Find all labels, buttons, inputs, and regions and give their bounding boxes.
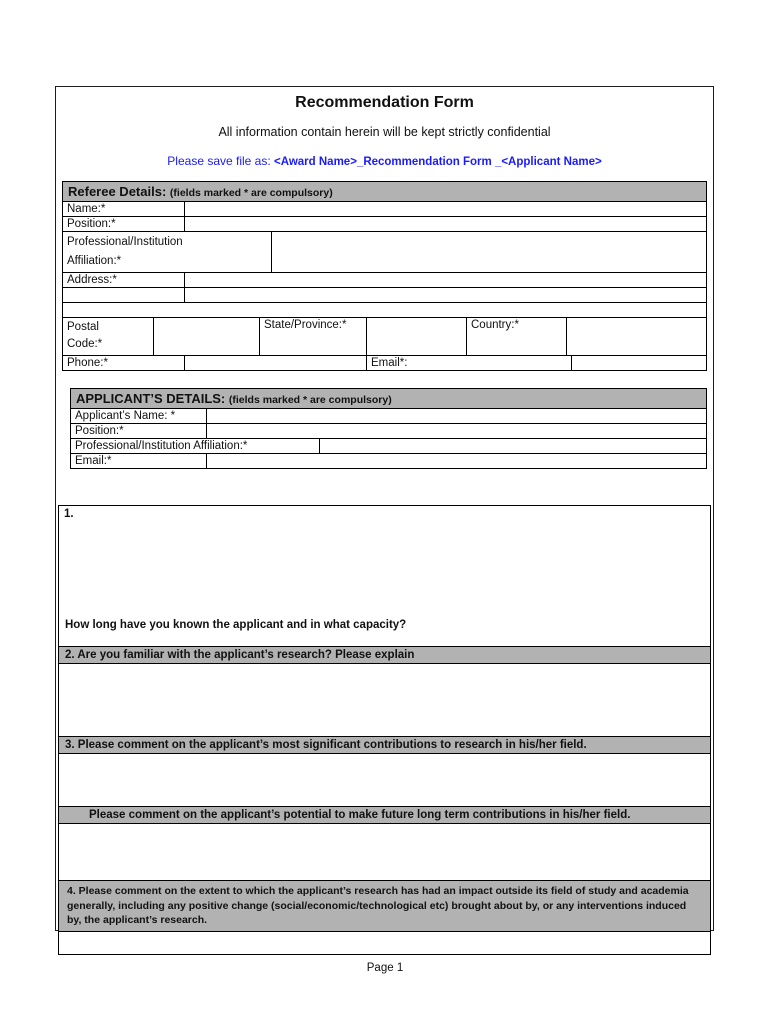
question2-answer-area[interactable] xyxy=(59,664,710,736)
referee-phone-field[interactable] xyxy=(184,356,366,370)
applicant-affiliation-label: Professional/Institution Affiliation:* xyxy=(75,440,248,452)
save-file-pattern: <Award Name>_Recommendation Form _<Applicant Name> xyxy=(274,156,602,168)
referee-header-title: Referee Details: xyxy=(68,184,167,199)
save-file-instruction xyxy=(56,154,713,168)
table-row xyxy=(71,423,706,438)
question4-header: 4. Please comment on the extent to which the applicant’s research has had an impact outside its field of study and academia generally, including any positive change (social/economic/technological etc) brought about by, or any interventions induced by, the applicant’s research. xyxy=(59,880,710,932)
referee-affiliation-field[interactable] xyxy=(271,232,706,272)
question3-answer-area[interactable] xyxy=(59,754,710,806)
applicant-position-field[interactable] xyxy=(206,424,706,438)
referee-header-row xyxy=(63,182,706,201)
referee-postal-label: Postal Code:* xyxy=(67,321,103,350)
referee-position-label: Position:* xyxy=(67,218,116,230)
confidentiality-note: All information contain herein will be kept strictly confidential xyxy=(218,125,551,139)
question3b-answer-area[interactable] xyxy=(59,824,710,880)
referee-country-field[interactable] xyxy=(566,318,706,355)
applicant-header-title: APPLICANT’S DETAILS: xyxy=(76,391,226,406)
applicant-section-header xyxy=(71,389,706,408)
table-row xyxy=(63,317,706,355)
table-row xyxy=(63,355,706,370)
referee-postal-field[interactable] xyxy=(153,318,259,355)
applicant-name-label: Applicant’s Name: * xyxy=(75,410,176,422)
table-row xyxy=(63,272,706,287)
referee-state-label: State/Province:* xyxy=(259,318,366,355)
questions-box xyxy=(58,505,711,955)
table-row xyxy=(63,302,706,317)
applicant-affiliation-field[interactable] xyxy=(319,439,706,453)
table-row xyxy=(71,408,706,423)
table-row xyxy=(63,216,706,231)
referee-country-label: Country:* xyxy=(466,318,566,355)
table-row xyxy=(63,287,706,302)
applicant-header-row xyxy=(71,389,706,408)
referee-name-field[interactable] xyxy=(184,202,706,216)
form-outline xyxy=(55,86,714,931)
applicant-email-field[interactable] xyxy=(206,454,706,468)
applicant-header-note: (fields marked * are compulsory) xyxy=(228,394,392,406)
applicant-name-field[interactable] xyxy=(206,409,706,423)
save-file-prefix: Please save file as: xyxy=(167,154,275,168)
referee-details-table xyxy=(62,181,707,371)
referee-email-label: Email*: xyxy=(366,356,571,370)
page-title: Recommendation Form xyxy=(295,94,474,111)
referee-state-field[interactable] xyxy=(366,318,466,355)
table-row xyxy=(71,453,706,468)
referee-email-field[interactable] xyxy=(571,356,706,370)
referee-name-label: Name:* xyxy=(67,203,106,215)
question1-number: 1. xyxy=(64,508,74,520)
question4-answer-area[interactable] xyxy=(59,932,710,954)
question2-header: 2. Are you familiar with the applicant’s research? Please explain xyxy=(59,646,710,664)
question3-header: 3. Please comment on the applicant’s most significant contributions to research in his/her field. xyxy=(59,736,710,754)
referee-address-field-line2[interactable] xyxy=(184,288,706,302)
applicant-email-label: Email:* xyxy=(75,455,112,467)
referee-address-label: Address:* xyxy=(67,274,117,286)
question1-answer-area[interactable] xyxy=(59,506,710,646)
question3b-header: Please comment on the applicant’s potential to make future long term contributions in his/her field. xyxy=(59,806,710,824)
question1-prompt: How long have you known the applicant and in what capacity? xyxy=(65,619,407,631)
referee-section-header xyxy=(63,182,706,201)
referee-header-note: (fields marked * are compulsory) xyxy=(169,187,333,199)
referee-phone-label: Phone:* xyxy=(67,357,108,369)
table-row xyxy=(63,201,706,216)
referee-address-extra-label-cell xyxy=(63,288,184,302)
referee-affiliation-label: Professional/Institution Affiliation:* xyxy=(67,236,183,267)
referee-address-field-line3[interactable] xyxy=(63,303,706,317)
referee-address-field[interactable] xyxy=(184,273,706,287)
referee-position-field[interactable] xyxy=(184,217,706,231)
table-row xyxy=(71,438,706,453)
page-number: Page 1 xyxy=(366,962,404,974)
applicant-details-table xyxy=(70,388,707,469)
table-row xyxy=(63,231,706,272)
applicant-position-label: Position:* xyxy=(75,425,124,437)
